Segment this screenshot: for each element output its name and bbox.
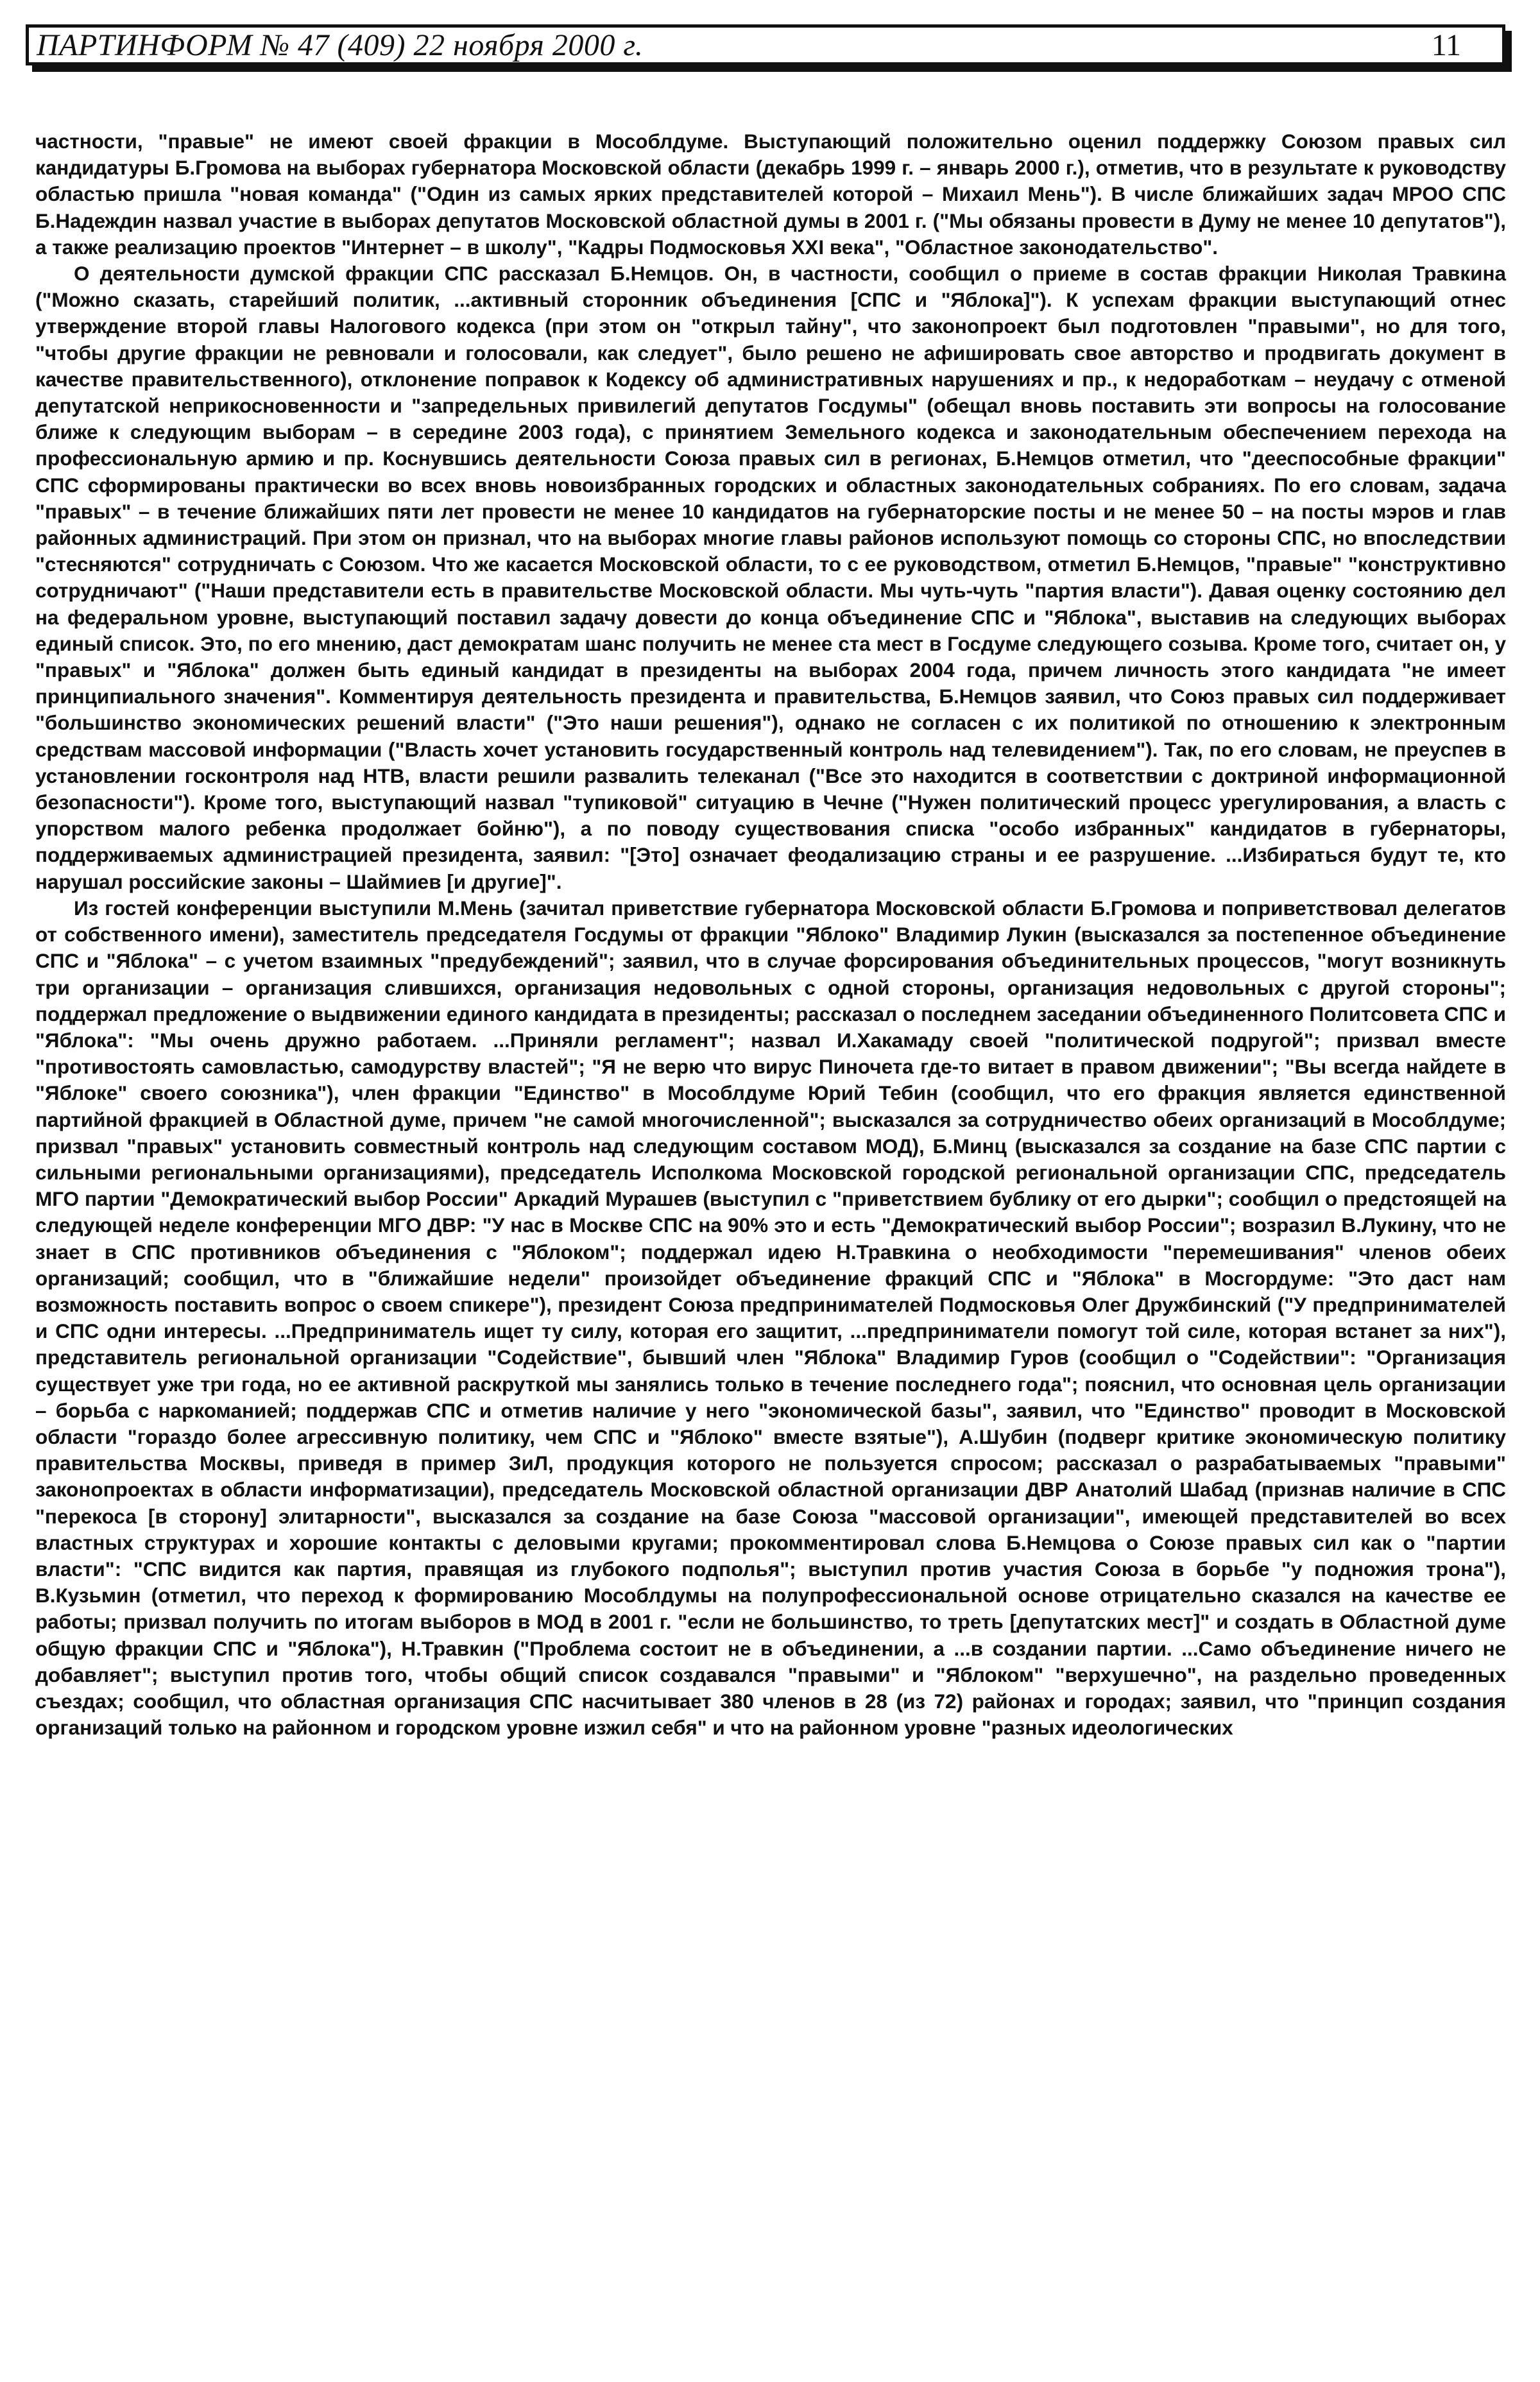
page-number: 11: [1431, 28, 1461, 62]
article-paragraph: Из гостей конференции выступили М.Мень (зачитал приветствие губернатора Московской области Б.Громова и поприветствовал делегатов от собственного имени), заместитель председателя Госдумы от фракции "Яблоко" Владимир Лукин (высказался за постепенное объединение СПС и "Яблока" – с учетом взаимных "предубеждений"; заявил, что в случае форсирования объединительных процессов, "могут возникнуть три организации – организация слившихся, организация недовольных с одной стороны, организация недовольных с другой стороны"; поддержал предложение о выдвижении единого кандидата в президенты; рассказал о последнем заседании объединенного Политсовета СПС и "Яблока": "Мы очень дружно работаем. ...Приняли регламент"; назвал И.Хакамаду своей "политической подругой"; призвал вместе "противостоять самовластью, самодурству властей"; "Я не верю что вирус Пиночета где-то витает в правом движении"; "Вы всегда найдете в "Яблоке" своего союзника"), член фракции "Единство" в Мособлдуме Юрий Тебин (сообщил, что его фракция является единственной партийной фракцией в Областной думе, причем "не самой многочисленной"; высказался за сотрудничество обеих организаций в Мособлдуме; призвал "правых" установить совместный контроль над следующим составом МОД), Б.Минц (высказался за создание на базе СПС партии с сильными региональными организациями), председатель Исполкома Московской городской региональной организации СПС, председатель МГО партии "Демократический выбор России" Аркадий Мурашев (выступил с "приветствием бублику от его дырки"; сообщил о предстоящей на следующей неделе конференции МГО ДВР: "У нас в Москве СПС на 90% это и есть "Демократический выбор России"; возразил В.Лукину, что не знает в СПС противников объединения с "Яблоком"; поддержал идею Н.Травкина о необходимости "перемешивания" членов обеих организаций; сообщил, что в "ближайшие недели" произойдет объединение фракций СПС и "Яблока" в Мосгордуме: "Это даст нам возможность поставить вопрос о своем спикере"), президент Союза предпринимателей Подмосковья Олег Дружбинский ("У предпринимателей и СПС одни интересы. ...Предприниматель ищет ту силу, которая его защитит, ...предприниматели помогут той силе, которая встанет за них"), представитель региональной организации "Содействие", бывший член "Яблока" Владимир Гуров (сообщил о "Содействии": "Организация существует уже три года, но ее активной раскруткой мы занялись только в течение последнего года"; пояснил, что основная цель организации – борьба с наркоманией; поддержав СПС и отметив наличие у него "экономической базы", заявил, что "Единство" проводит в Московской области "гораздо более агрессивную политику, чем СПС и "Яблоко" вместе взятые"), А.Шубин (подверг критике экономическую политику правительства Москвы, приведя в пример ЗиЛ, продукция которого не пользуется спросом; рассказал о разрабатываемых "правыми" законопроектах в области информатизации), председатель Московской областной организации ДВР Анатолий Шабад (признав наличие в СПС "перекоса [в сторону] элитарности", высказался за создание на базе Союза "массовой организации", имеющей представителей во всех властных структурах и хорошие контакты с деловыми кругами; прокомментировал слова Б.Немцова о Союзе правых сил как о "партии власти": "СПС видится как партия, правящая из глубокого подполья"; выступил против участия Союза в борьбе "у подножия трона"), В.Кузьмин (отметил, что переход к формированию Мособлдумы на полупрофессиональной основе отрицательно сказался на качестве ее работы; призвал получить по итогам выборов в МОД в 2001 г. "если не большинство, то треть [депутатских мест]" и создать в Областной думе общую фракции СПС и "Яблока"), Н.Травкин ("Проблема состоит не в объединении, а ...в создании партии. ...Само объединение ничего не добавляет"; выступил против того, чтобы общий список создавался "правыми" и "Яблоком" "верхушечно", на раздельно проведенных съездах; сообщил, что областная организация СПС насчитывает 380 членов в 28 (из 72) районах и городах; заявил, что "принцип создания организаций только на районном и городском уровне изжил себя" и что на районном уровне "разных идеологических: [35, 896, 1506, 1740]
article-paragraph: О деятельности думской фракции СПС рассказал Б.Немцов. Он, в частности, сообщил о приеме в состав фракции Николая Травкина ("Можно сказать, старейший политик, ...активный сторонник объединения [СПС и "Яблока]"). К успехам фракции выступающий отнес утверждение второй главы Налогового кодекса (при этом он "открыл тайну", что законопроект был подготовлен "правыми", но для того, "чтобы другие фракции не ревновали и голосовали, как следует", было решено не афишировать свое авторство и продвигать документ в качестве правительственного), отклонение поправок к Кодексу об административных нарушениях и пр., к недоработкам – неудачу с отменой депутатской неприкосновенности и "запредельных привилегий депутатов Госдумы" (обещал вновь поставить эти вопросы на голосование ближе к следующим выборам – в середине 2003 года), с принятием Земельного кодекса и законодательным обеспечением перехода на профессиональную армию и пр. Коснувшись деятельности Союза правых сил в регионах, Б.Немцов отметил, что "дееспособные фракции" СПС сформированы практически во всех вновь новоизбранных городских и областных законодательных собраниях. По его словам, задача "правых" – в течение ближайших пяти лет провести не менее 10 кандидатов на губернаторские посты и не менее 50 – на посты мэров и глав районных администраций. При этом он признал, что на выборах многие главы районов используют помощь со стороны СПС, но впоследствии "стесняются" сотрудничать с Союзом. Что же касается Московской области, то с ее руководством, отметил Б.Немцов, "правые" "конструктивно сотрудничают" ("Наши представители есть в правительстве Московской области. Мы чуть-чуть "партия власти"). Давая оценку состоянию дел на федеральном уровне, выступающий поставил задачу довести до конца объединение СПС и "Яблока", выставив на следующих выборах единый список. Это, по его мнению, даст демократам шанс получить не менее ста мест в Госдуме следующего созыва. Кроме того, считает он, у "правых" и "Яблока" должен быть единый кандидат в президенты на выборах 2004 года, причем личность этого кандидата "не имеет принципиального значения". Комментируя деятельность президента и правительства, Б.Немцов заявил, что Союз правых сил поддерживает "большинство экономических решений власти" ("Это наши решения"), однако не согласен с их политикой по отношению к электронным средствам массовой информации ("Власть хочет установить государственный контроль над телевидением"). Так, по его словам, не преуспев в установлении госконтроля над НТВ, власти решили развалить телеканал ("Все это находится в соответствии с доктриной информационной безопасности"). Кроме того, выступающий назвал "тупиковой" ситуацию в Чечне ("Нужен политический процесс урегулирования, а власть с упорством малого ребенка продолжает бойню"), а по поводу существования списка "особо избранных" кандидатов в губернаторы, поддерживаемых администрацией президента, заявил: "[Это] означает феодализацию страны и ее разрушение. ...Избираться будут те, кто нарушал российские законы – Шаймиев [и другие]".: [35, 262, 1506, 893]
page-header: [26, 24, 1505, 65]
publication-title: ПАРТИНФОРМ № 47 (409) 22 ноября 2000 г.: [37, 28, 644, 62]
article-body: [35, 128, 1506, 1741]
article-paragraph: частности, "правые" не имеют своей фракции в Мособлдуме. Выступающий положительно оценил поддержку Союзом правых сил кандидатуры Б.Громова на выборах губернатора Московской области (декабрь 1999 г. – январь 2000 г.), отметив, что в результате к руководству областью пришла "новая команда" ("Один из самых ярких представителей которой – Михаил Мень"). В числе ближайших задач МРОО СПС Б.Надеждин назвал участие в выборах депутатов Московской областной думы в 2001 г. ("Мы обязаны провести в Думу не менее 10 депутатов"), а также реализацию проектов "Интернет – в школу", "Кадры Подмосковья XXI века", "Областное законодательство".: [35, 130, 1506, 259]
